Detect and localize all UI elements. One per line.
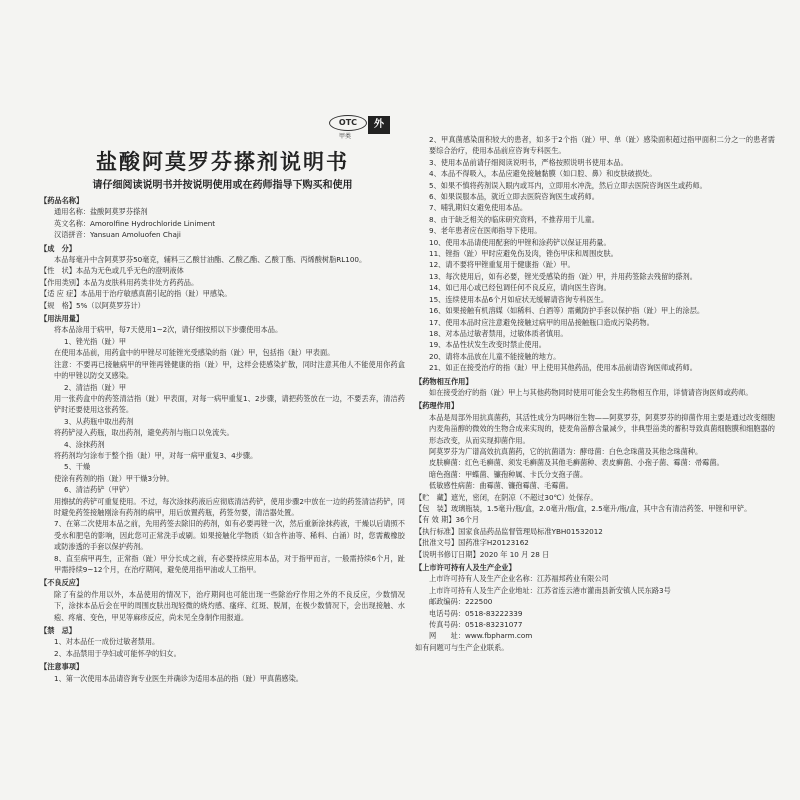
contraindication-header: 【禁 忌】 bbox=[40, 626, 76, 636]
generic-name: 通用名称：盐酸阿莫罗芬搽剂 bbox=[54, 207, 148, 217]
caution-11: 11、锉指（趾）甲时应避免伤及肉，锉伤甲床和周围皮肤。 bbox=[429, 249, 618, 259]
contraindication-1: 1、对本品任一成份过敏者禁用。 bbox=[54, 637, 160, 647]
standard-line: 【执行标准】国家食品药品监督管理局标准YBH01532012 bbox=[415, 526, 603, 536]
external-use-mark: 外 bbox=[368, 116, 390, 134]
right-column bbox=[415, 134, 775, 653]
contraindication-2: 2、本品禁用于孕妇或可能怀孕的妇女。 bbox=[54, 648, 181, 658]
step-8-text: 8、直至病甲再生，正常指（趾）甲分长成之前，有必要持续应用本品，对于指甲而言，一般需持续6个月，趾甲需持续9~12个月，在治疗期间，避免使用指甲油或人工指甲。 bbox=[54, 553, 405, 574]
usage-intro: 将本品涂用于病甲，每7天使用1~2次，请仔细按照以下步骤使用本品。 bbox=[54, 325, 283, 335]
step-1-note: 注意：不要再已接触病甲的甲锉再锉健康的指（趾）甲，这样会使感染扩散，同时注意其他人不能使用你药盒中的甲锉以防交叉感染。 bbox=[54, 359, 405, 381]
usage-header: 【用法用量】 bbox=[40, 314, 84, 324]
contact-line: 如有问题可与生产企业联系。 bbox=[415, 642, 509, 652]
step-4-title: 4、涂抹药剂 bbox=[64, 439, 105, 449]
revision-line: 【说明书修订日期】2020 年 10 月 28 日 bbox=[415, 549, 550, 559]
caution-4: 4、本品不得吸入，本品应避免接触黏膜（如口腔、鼻）和皮肤破损处。 bbox=[429, 169, 657, 179]
interaction-text: 如在接受治疗的指（趾）甲上与其他药物同时使用可能会发生药物相互作用，详情请咨询医师或药师。 bbox=[429, 387, 753, 397]
storage-line: 【贮 藏】遮光，密闭，在阴凉（不超过30℃）处保存。 bbox=[415, 492, 598, 502]
step-2-title: 2、清洁指（趾）甲 bbox=[64, 382, 127, 392]
step-1-text: 在使用本品前，用药盒中的甲锉尽可能锉光受感染的指（趾）甲，包括指（趾）甲表面。 bbox=[54, 348, 335, 358]
pharmacology-header: 【药理作用】 bbox=[415, 401, 459, 411]
left-column bbox=[40, 193, 405, 684]
caution-3: 3、使用本品前请仔细阅读说明书，严格按照说明书使用本品。 bbox=[429, 157, 628, 167]
caution-15: 15、连续使用本品6个月如症状无缓解请咨询专科医生。 bbox=[429, 294, 609, 304]
caution-10: 10、使用本品请使用配套的甲锉和涂药铲以保证用药量。 bbox=[429, 237, 611, 247]
caution-9: 9、老年患者应在医师指导下使用。 bbox=[429, 226, 542, 236]
document-title: 盐酸阿莫罗芬搽剂说明书 bbox=[96, 150, 349, 174]
caution-7: 7、哺乳期妇女避免使用本品。 bbox=[429, 203, 528, 213]
caution-12: 12、请不要将甲锉重复用于健康指（趾）甲。 bbox=[429, 260, 575, 270]
pinyin-name: 汉语拼音：Yansuan Amoluofen Chaji bbox=[54, 230, 181, 240]
approval-line: 【批准文号】国药准字H20123162 bbox=[415, 538, 529, 548]
caution-header: 【注意事项】 bbox=[40, 662, 84, 672]
caution-8: 8、由于缺乏相关的临床研究资料，不推荐用于儿童。 bbox=[429, 214, 599, 224]
interaction-header: 【药物相互作用】 bbox=[415, 376, 473, 386]
postcode: 邮政编码：222500 bbox=[429, 597, 493, 607]
category-line: 【作用类别】本品为皮肤科用药类非处方药药品。 bbox=[40, 277, 199, 287]
caution-1: 1、第一次使用本品请咨询专业医生并确诊为适用本品的指（趾）甲真菌感染。 bbox=[54, 673, 303, 683]
caution-6: 6、如果误服本品，就近立即去医院咨询医生或药师。 bbox=[429, 192, 599, 202]
mah-address: 上市许可持有人及生产企业地址：江苏省连云港市灌南县新安镇人民东路3号 bbox=[429, 585, 671, 595]
caution-5: 5、如果不慎将药剂误入眼内或耳内，立即用水冲洗，然后立即去医院咨询医生或药师。 bbox=[429, 180, 707, 190]
step-5-text: 使涂有药剂的指（趾）甲干燥3分钟。 bbox=[54, 473, 174, 483]
adverse-header: 【不良反应】 bbox=[40, 578, 84, 588]
caution-19: 19、本品性状发生改变时禁止使用。 bbox=[429, 340, 546, 350]
step-5-title: 5、干燥 bbox=[64, 462, 91, 472]
mah-name: 上市许可持有人及生产企业名称：江苏福邦药业有限公司 bbox=[429, 574, 609, 584]
spec-line: 【规 格】5%（以阿莫罗芬计） bbox=[40, 300, 145, 310]
indication-line: 【适 应 症】本品用于治疗敏感真菌引起的指（趾）甲感染。 bbox=[40, 289, 232, 299]
step-4-text: 将药剂均匀涂布于整个指（趾）甲，对每一病甲重复3、4步骤。 bbox=[54, 450, 258, 460]
caution-18: 18、对本品过敏者禁用，过敏体质者慎用。 bbox=[429, 328, 568, 338]
composition-header: 【成 分】 bbox=[40, 243, 76, 253]
step-6-text: 用擦拭的药铲可重复使用。不过，每次涂抹药液后应彻底清洁药铲，使用步骤2中放在一边的药签清洁药铲，同时避免药签接触刚涂有药剂的病甲，用后放置药瓶，药签勿要，清洁器处置。 bbox=[54, 496, 405, 517]
english-name: 英文名称：Amorolfine Hydrochloride Liniment bbox=[54, 218, 216, 228]
caution-16: 16、如果接触有机溶媒（如稀料、白酒等）需戴防护手套以保护指（趾）甲上的涂层。 bbox=[429, 306, 705, 316]
caution-17: 17、使用本品时应注意避免接触过病甲的用品接触瓶口造成污染药物。 bbox=[429, 317, 654, 327]
mah-header: 【上市许可持有人及生产企业】 bbox=[415, 563, 516, 573]
adverse-text: 除了有益的作用以外，本品使用的情况下，治疗期间也可能出现一些除治疗作用之外的不良反应，少数情况下，涂抹本品后会在甲的周围皮肤出现轻微的烧灼感、瘙痒、红斑、脱屑，在极少数情况下，会出现接触、水疱、疼痛、变色，甲见等麻疹反应，尚未见全身制作用报道。 bbox=[54, 589, 405, 622]
caution-21: 21、如正在接受治疗的指（趾）甲上使用其他药品，使用本品前请咨询医师或药师。 bbox=[429, 363, 697, 373]
character-line: 【性 状】本品为无色或几乎无色的澄明液体 bbox=[40, 266, 184, 276]
pharmacology-text-2: 阿莫罗芬为广谱高效抗真菌药，它的抗菌谱为：酵母菌：白色念珠菌及其他念珠菌种。 bbox=[429, 446, 703, 456]
package-line: 【包 装】玻璃瓶装，1.5毫升/瓶/盒，2.0毫升/瓶/盒，2.5毫升/瓶/盒，其中含有清洁药签、甲锉和甲铲。 bbox=[415, 504, 752, 513]
step-7-text: 7、在第二次使用本品之前，先用药签去除旧的药剂，如有必要再锉一次，然后重新涂抹药液，干燥以后请照不受水和肥皂的影响，因此您可正常洗手或刷。如果接触化学物质（如含杵油等、稀料、白涌）时，您需戴橡胶或防渗透的手套以保护药剂。 bbox=[54, 519, 405, 552]
pharmacology-text-3: 皮肤癣菌：红色毛癣菌、须发毛癣菌及其他毛癣菌种、表皮癣菌、小孢子菌、霉菌：帚霉菌。 bbox=[429, 458, 724, 468]
step-6-title: 6、清洁药铲（甲铲） bbox=[64, 485, 134, 495]
step-3-text: 将药铲浸入药瓶，取出药剂，避免药剂与瓶口以免流失。 bbox=[54, 428, 234, 438]
step-2-text: 用一张药盒中的药签清洁指（趾）甲表面，对每一病甲重复1、2步骤，请把药签放在一边，不要丢弃，清洁药铲时还要使用这张药签。 bbox=[54, 393, 405, 415]
otc-badge: OTC bbox=[329, 115, 367, 131]
validity-line: 【有 效 期】36个月 bbox=[415, 515, 480, 525]
otc-category: 甲类 bbox=[339, 133, 352, 140]
website: 网 址：www.fbpharm.com bbox=[429, 631, 533, 641]
pharmacology-text-5: 低敏感性病菌：曲霉菌、镰孢霉菌、毛霉菌。 bbox=[429, 481, 573, 491]
fax: 传真号码：0518-83231077 bbox=[429, 620, 523, 630]
phone: 电话号码：0518-83222339 bbox=[429, 608, 523, 618]
name-section-header: 【药品名称】 bbox=[40, 196, 84, 205]
composition-text: 本品每毫升中含阿莫罗芬50毫克，辅料三乙酸甘油酯、乙酸乙酯、乙酸丁酯、丙烯酸树脂RL100。 bbox=[54, 255, 367, 265]
document-subtitle: 请仔细阅读说明书并按说明使用或在药师指导下购买和使用 bbox=[92, 180, 353, 191]
step-1-title: 1、锉光指（趾）甲 bbox=[64, 336, 127, 346]
caution-2: 2、甲真菌感染面积较大的患者，如多于2个指（趾）甲、单（趾）感染面积超过指甲面积二分之一的患者需要综合治疗，使用本品前应咨询专科医生。 bbox=[429, 135, 775, 156]
caution-13: 13、每次使用后，如有必要，锉光受感染的指（趾）甲，并用药签除去残留的搽剂。 bbox=[429, 271, 697, 281]
caution-14: 14、如已用心或已经包调任何不良反应，请向医生咨询。 bbox=[429, 283, 611, 293]
pharmacology-text-1: 本品是局部外用抗真菌药，其活性成分为吗啉衍生物——阿莫罗芬，阿莫罗芬的抑菌作用主要是通过改变细胞内麦角甾醇的微效的生物合成来实现的，使麦角甾醇含量减少，非典型甾类的蓄积导致真菌细胞膜和细胞器的形态改变，从而实现抑菌作用。 bbox=[429, 412, 775, 445]
step-3-title: 3、从药瓶中取出药剂 bbox=[64, 416, 134, 426]
pharmacology-text-4: 暗色孢菌：甲蝶菌、镰孢种属、卡氏分支孢子菌。 bbox=[429, 469, 588, 479]
caution-20: 20、请将本品放在儿童不能接触的地方。 bbox=[429, 351, 561, 361]
